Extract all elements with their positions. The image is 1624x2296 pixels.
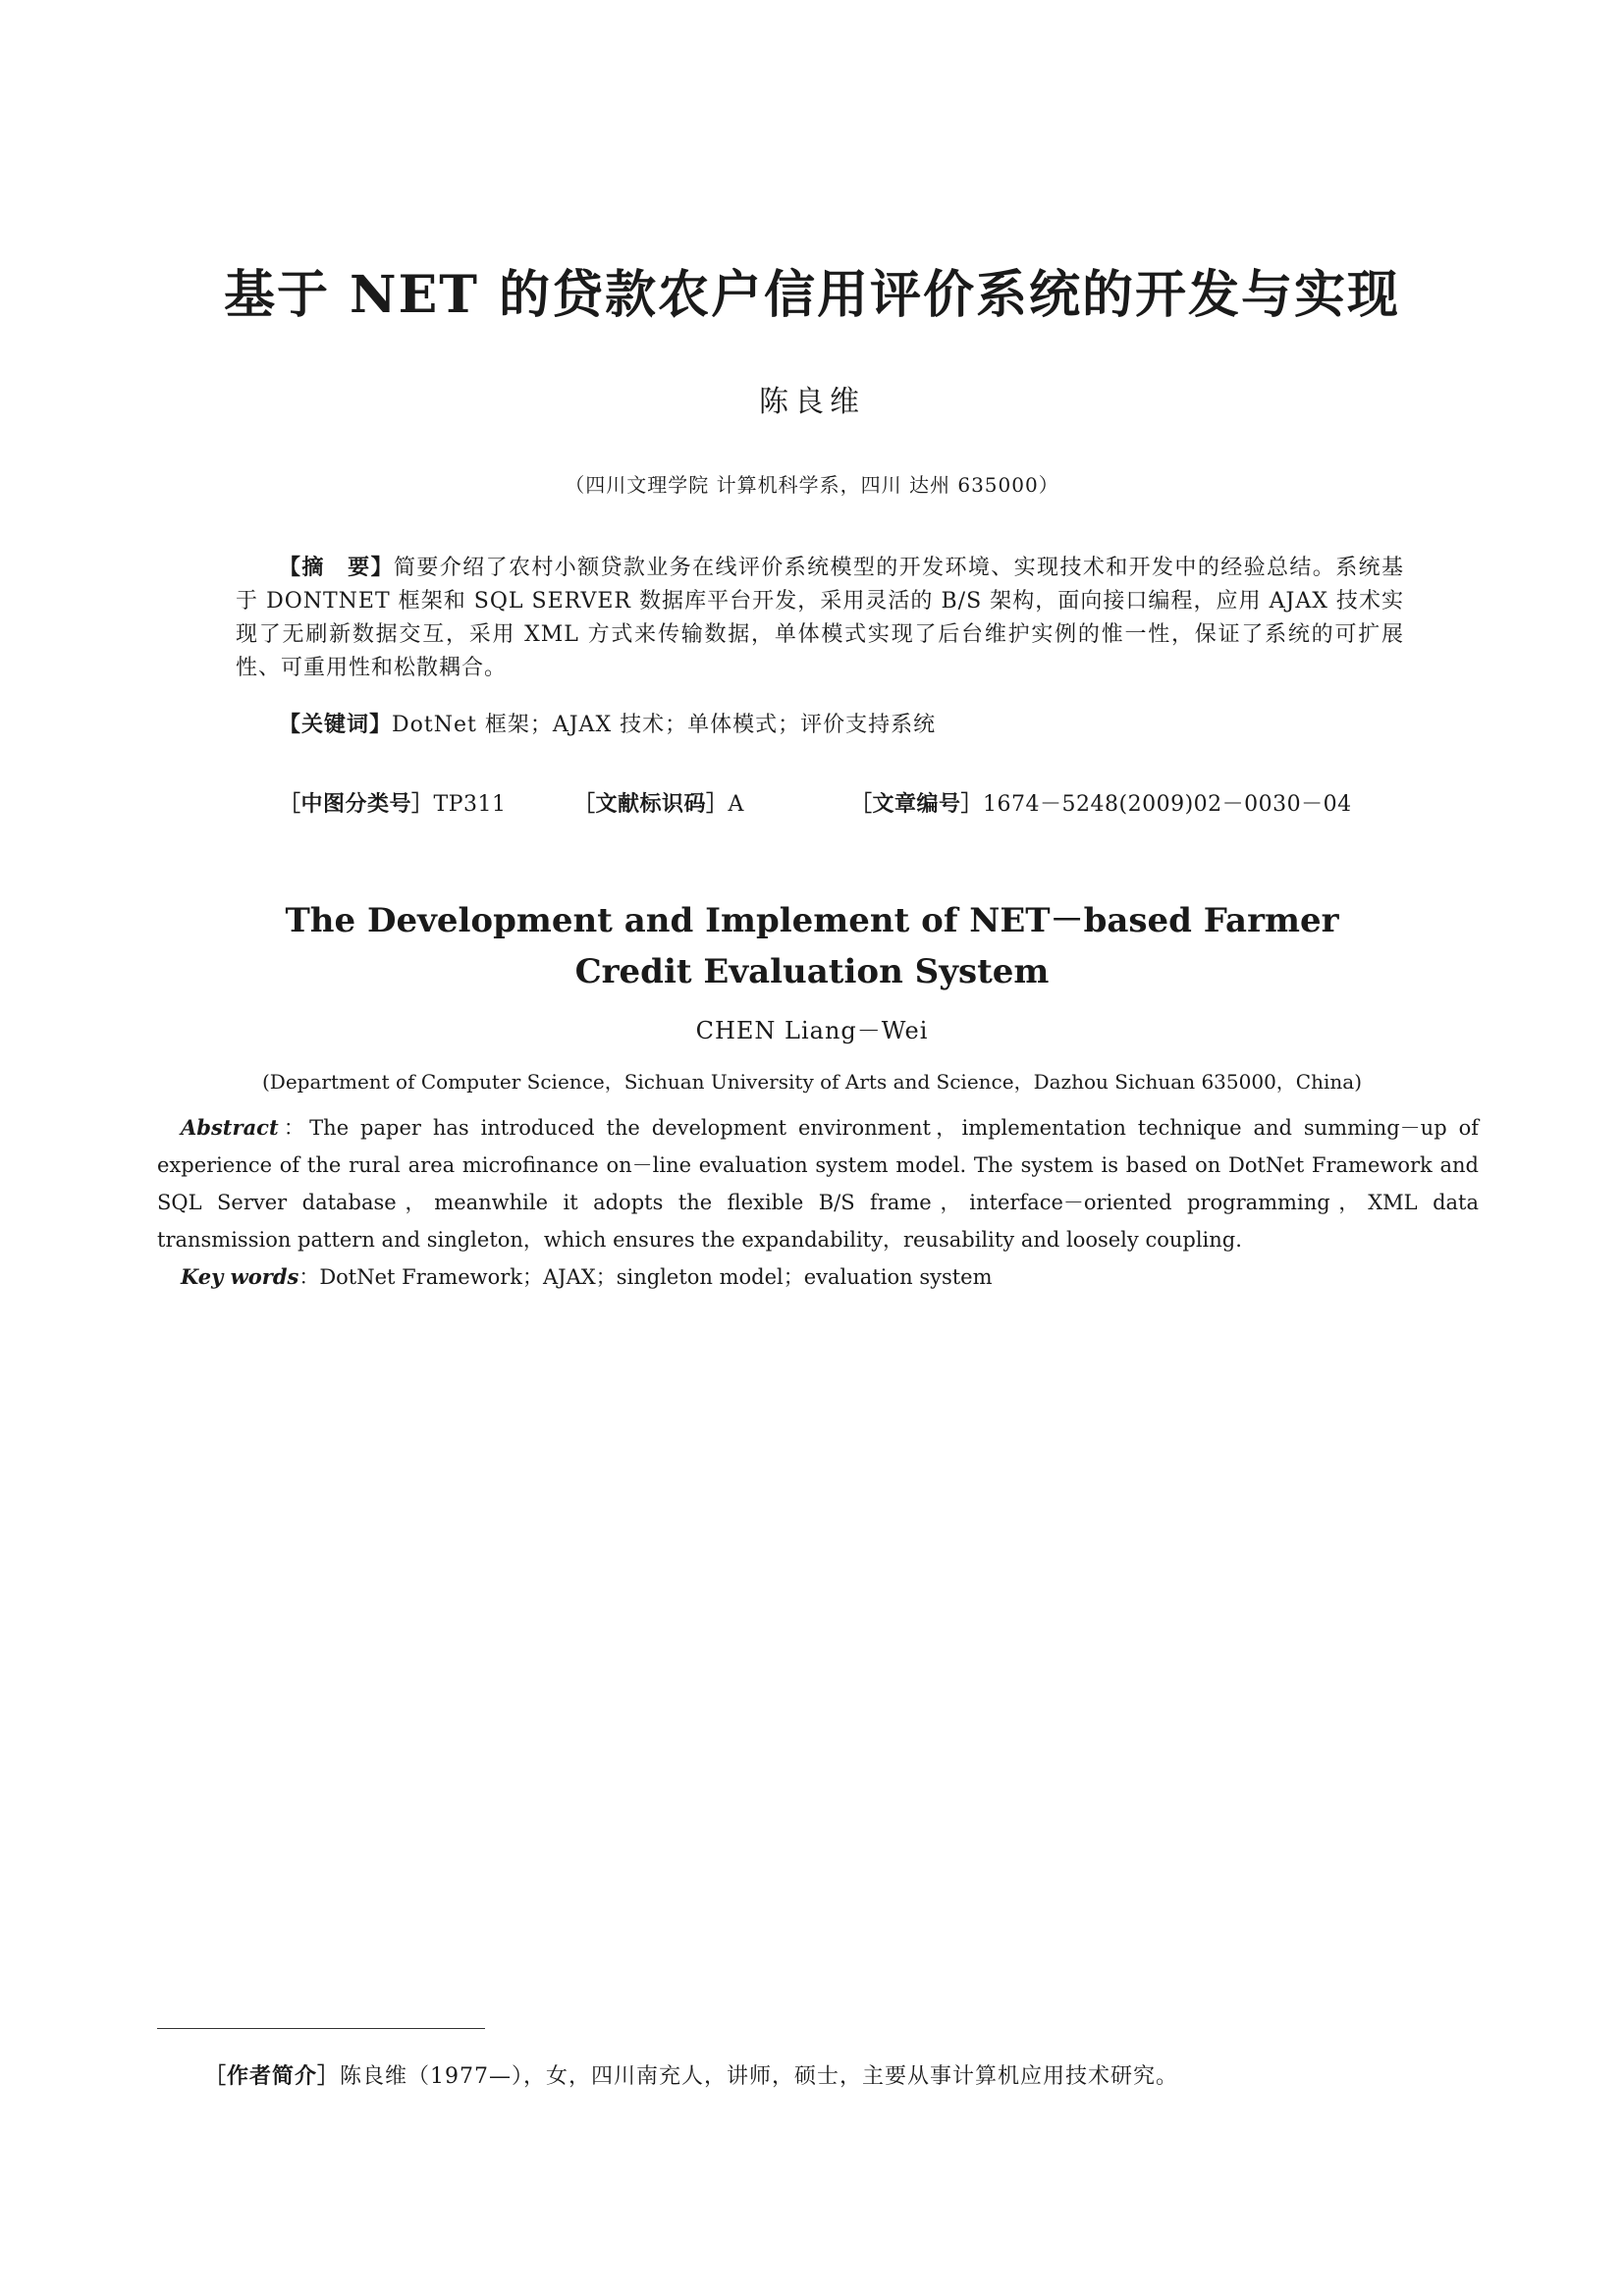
keywords-en-text: ：DotNet Framework；AJAX；singleton model；evaluation system: [298, 1265, 993, 1289]
clc-value: TP311: [433, 792, 507, 817]
article-label: ［文章编号］: [850, 792, 984, 817]
paper-title-cn: 基于 NET 的贷款农户信用评价系统的开发与实现: [223, 265, 1401, 325]
author-name-cn: 陈良维: [759, 385, 865, 419]
abstract-en-text: ：The paper has introduced the development environment，implementation technique and summing－up of experience of the rural area microfinance on－line evaluation system model. The system is based on DotNet Framework and SQL Server database，meanwhile it adopts the flexible B/S frame，interface－oriented programming，XML data transmission pattern and singleton，which ensures the expandability，reusability and loosely coupling.: [157, 1116, 1479, 1252]
footnote-divider: [157, 2028, 485, 2029]
abstract-cn-label: 【摘 要】: [279, 556, 394, 580]
paper-title-en: [0, 895, 1624, 997]
keywords-cn-label: 【关键词】: [279, 713, 393, 737]
keywords-en-label: Key words: [181, 1264, 299, 1289]
abstract-en: [157, 1109, 1479, 1258]
abstract-cn: [236, 552, 1404, 685]
abstract-cn-text: 简要介绍了农村小额贷款业务在线评价系统模型的开发环境、实现技术和开发中的经验总结。系统基于 DONTNET 框架和 SQL SERVER 数据库平台开发，采用灵活的 B/S 架构，面向接口编程，应用 AJAX 技术实现了无刷新数据交互，采用 XML 方式来传输数据，单体模式实现了后台维护实例的惟一性，保证了系统的可扩展性、可重用性和松散耦合。: [236, 556, 1404, 680]
affiliation-en: (Department of Computer Science，Sichuan University of Arts and Science，Dazhou Sichuan 635000，China): [261, 1070, 1362, 1094]
author-footnote: [204, 2059, 1382, 2090]
keywords-en: [181, 1258, 1457, 1296]
footnote-text: 陈良维（1977—），女，四川南充人，讲师，硕士，主要从事计算机应用技术研究。: [340, 2064, 1179, 2089]
footnote-label: ［作者简介］: [204, 2064, 341, 2089]
abstract-en-label: Abstract: [181, 1115, 279, 1140]
paper-title-en-line2: Credit Evaluation System: [574, 952, 1050, 991]
keywords-cn-text: DotNet 框架；AJAX 技术；单体模式；评价支持系统: [392, 713, 937, 737]
clc-label: ［中图分类号］: [279, 792, 434, 817]
keywords-cn: [279, 709, 1408, 742]
clc-number: [279, 787, 506, 818]
doc-label: ［文献标识码］: [573, 792, 729, 817]
doc-value: A: [728, 792, 744, 817]
paper-title-en-line1: The Development and Implement of NET－based Farmer: [285, 901, 1339, 940]
affiliation-cn: （四川文理学院 计算机科学系，四川 达州 635000）: [565, 473, 1059, 497]
article-number: [850, 787, 1352, 818]
article-value: 1674－5248(2009)02－0030－04: [983, 792, 1352, 817]
document-code: [573, 787, 744, 818]
author-name-en: CHEN Liang－Wei: [695, 1017, 929, 1044]
